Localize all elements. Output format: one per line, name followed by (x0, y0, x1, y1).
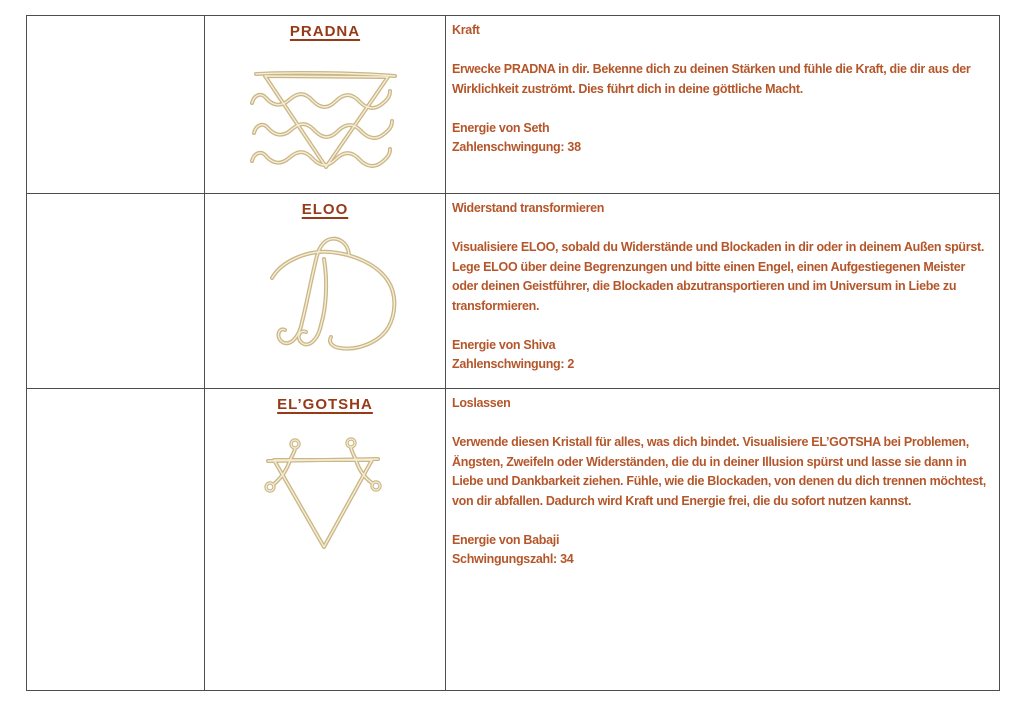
symbol-purpose: Loslassen (452, 396, 511, 410)
eloo-sigil-icon (251, 228, 399, 365)
description-cell (446, 389, 999, 690)
symbol-name: EL’GOTSHA (277, 396, 373, 413)
symbol-purpose: Widerstand transformieren (452, 201, 605, 215)
symbol-name: ELOO (301, 201, 349, 218)
elgotsha-sigil-icon (262, 435, 388, 555)
vibration-line: Zahlenschwingung: 38 (452, 140, 581, 154)
symbol-name: PRADNA (289, 23, 361, 40)
vibration-line: Schwingungszahl: 34 (452, 552, 574, 566)
symbol-description: Erwecke PRADNA in dir. Bekenne dich zu deinen Stärken und fühle die Kraft, die dir aus der Wirklichkeit zuströmt. Dies führt dich in deine göttliche Macht. (452, 62, 971, 96)
energy-line: Energie von Babaji (452, 532, 560, 547)
symbol-description: Verwende diesen Kristall für alles, was dich bindet. Visualisiere EL’GOTSHA bei Problemen, Ängsten, Zweifeln oder Widerständen, die du in deiner Illusion spürst und lasse sie dann in Liebe und Dankbarkeit ziehen. Fühle, wie die Blockaden, von denen du dich trennen möchtest, von dir abfallen. Dadurch wird Kraft und Energie frei, die du sofort nutzen kannst. (452, 435, 986, 508)
symbol-cell (205, 389, 446, 690)
symbol-purpose: Kraft (452, 23, 480, 37)
symbol-cell (205, 16, 446, 194)
symbol-cell (205, 194, 446, 389)
vibration-line: Zahlenschwingung: 2 (452, 357, 575, 371)
description-cell (446, 194, 999, 389)
energy-line: Energie von Seth (452, 120, 550, 135)
description-cell (446, 16, 999, 194)
sigil-table (26, 15, 1000, 691)
pradna-sigil-icon (249, 55, 401, 173)
empty-cell (27, 389, 205, 690)
energy-line: Energie von Shiva (452, 337, 556, 352)
empty-cell (27, 16, 205, 194)
symbol-description: Visualisiere ELOO, sobald du Widerstände und Blockaden in dir oder in deinem Außen spürst. Lege ELOO über deine Begrenzungen und bitte einen Engel, einen Aufgestiegenen Meister oder deinen Geistführer, die Blockaden abzutransportieren und im Universum in Liebe zu transformieren. (452, 240, 985, 313)
empty-cell (27, 194, 205, 389)
